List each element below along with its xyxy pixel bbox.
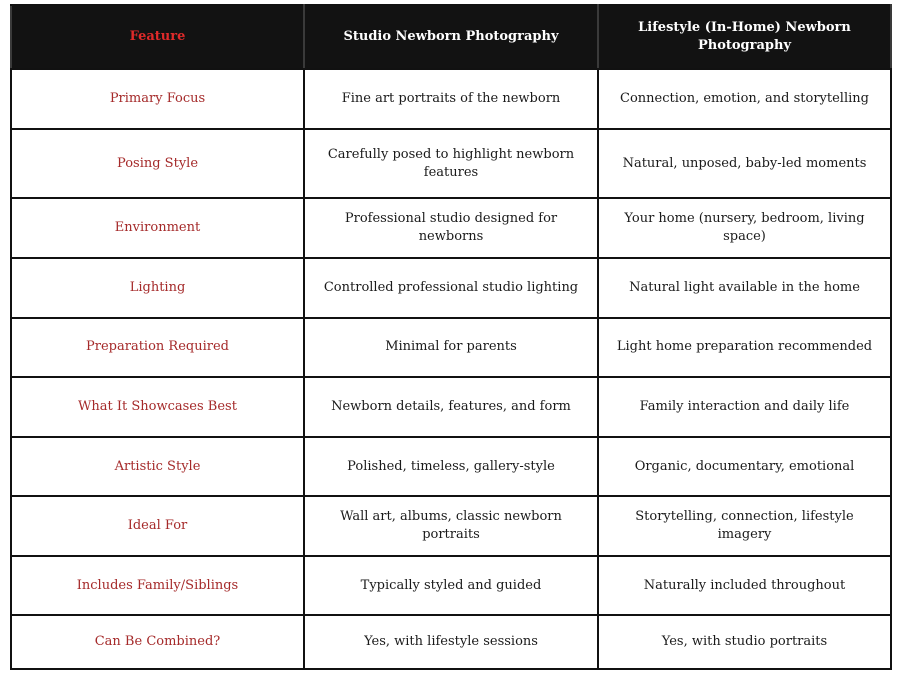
studio-cell: Newborn details, features, and form bbox=[304, 377, 598, 437]
feature-cell: Posing Style bbox=[11, 129, 304, 199]
studio-cell: Professional studio designed for newborns bbox=[304, 198, 598, 258]
table-row bbox=[11, 496, 891, 556]
table-row bbox=[11, 69, 891, 129]
table-row bbox=[11, 437, 891, 497]
studio-cell: Controlled professional studio lighting bbox=[304, 258, 598, 318]
feature-cell: What It Showcases Best bbox=[11, 377, 304, 437]
lifestyle-cell: Family interaction and daily life bbox=[598, 377, 891, 437]
table-row bbox=[11, 377, 891, 437]
studio-cell: Polished, timeless, gallery-style bbox=[304, 437, 598, 497]
studio-cell: Minimal for parents bbox=[304, 318, 598, 378]
lifestyle-cell: Storytelling, connection, lifestyle imagery bbox=[598, 496, 891, 556]
feature-cell: Primary Focus bbox=[11, 69, 304, 129]
feature-cell: Ideal For bbox=[11, 496, 304, 556]
lifestyle-cell: Natural, unposed, baby-led moments bbox=[598, 129, 891, 199]
header-feature: Feature bbox=[11, 5, 304, 69]
lifestyle-cell: Connection, emotion, and storytelling bbox=[598, 69, 891, 129]
feature-cell: Environment bbox=[11, 198, 304, 258]
table-row bbox=[11, 129, 891, 199]
studio-cell: Carefully posed to highlight newborn features bbox=[304, 129, 598, 199]
comparison-table-container bbox=[10, 4, 890, 670]
comparison-table bbox=[10, 4, 892, 670]
header-lifestyle: Lifestyle (In-Home) Newborn Photography bbox=[598, 5, 891, 69]
table-row bbox=[11, 198, 891, 258]
lifestyle-cell: Naturally included throughout bbox=[598, 556, 891, 616]
studio-cell: Typically styled and guided bbox=[304, 556, 598, 616]
lifestyle-cell: Yes, with studio portraits bbox=[598, 615, 891, 669]
studio-cell: Yes, with lifestyle sessions bbox=[304, 615, 598, 669]
header-studio: Studio Newborn Photography bbox=[304, 5, 598, 69]
table-row bbox=[11, 258, 891, 318]
feature-cell: Artistic Style bbox=[11, 437, 304, 497]
studio-cell: Wall art, albums, classic newborn portraits bbox=[304, 496, 598, 556]
feature-cell: Can Be Combined? bbox=[11, 615, 304, 669]
lifestyle-cell: Natural light available in the home bbox=[598, 258, 891, 318]
table-row bbox=[11, 318, 891, 378]
feature-cell: Preparation Required bbox=[11, 318, 304, 378]
feature-cell: Includes Family/Siblings bbox=[11, 556, 304, 616]
table-row bbox=[11, 556, 891, 616]
lifestyle-cell: Your home (nursery, bedroom, living space) bbox=[598, 198, 891, 258]
lifestyle-cell: Light home preparation recommended bbox=[598, 318, 891, 378]
feature-cell: Lighting bbox=[11, 258, 304, 318]
lifestyle-cell: Organic, documentary, emotional bbox=[598, 437, 891, 497]
studio-cell: Fine art portraits of the newborn bbox=[304, 69, 598, 129]
table-row bbox=[11, 615, 891, 669]
header-row bbox=[11, 5, 891, 69]
